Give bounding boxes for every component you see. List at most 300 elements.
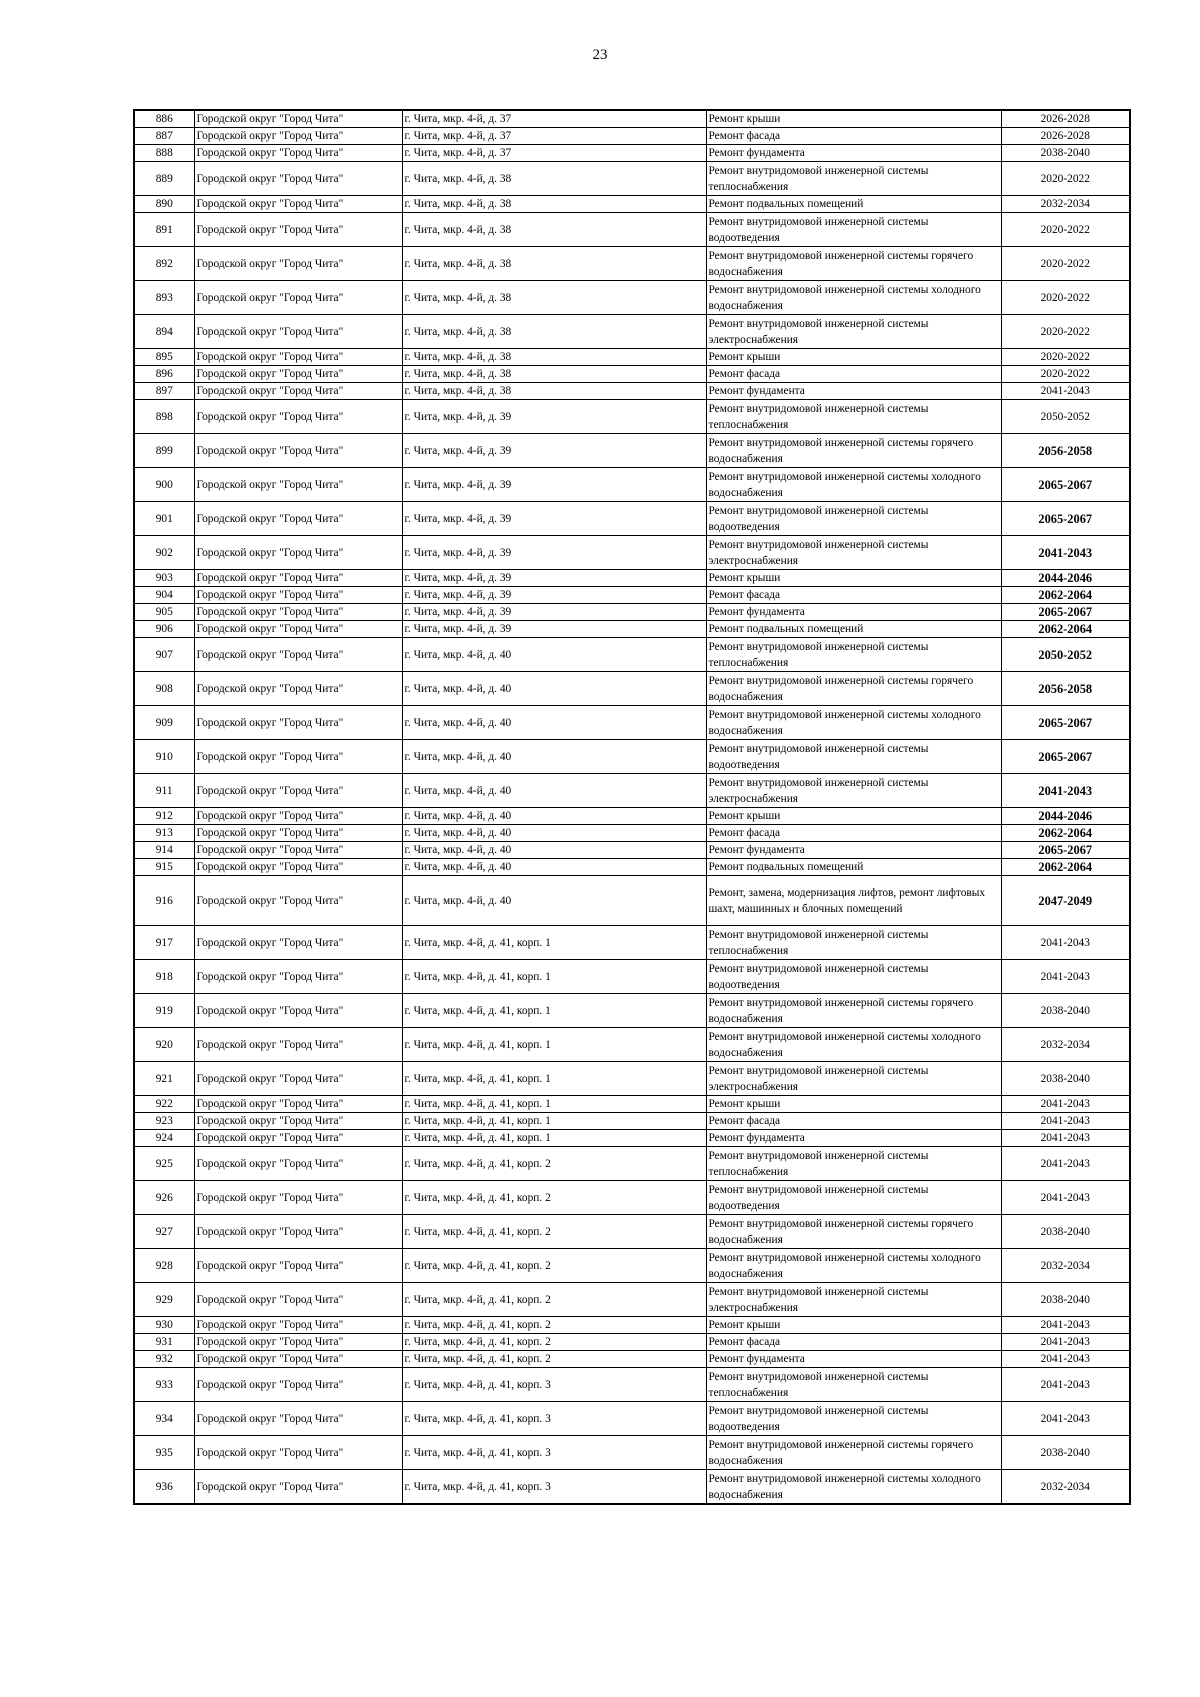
- work-type-cell: Ремонт внутридомовой инженерной системы горячего водоснабжения: [706, 1436, 1001, 1470]
- period-cell: 2041-2043: [1001, 536, 1130, 570]
- work-type-cell: Ремонт внутридомовой инженерной системы горячего водоснабжения: [706, 434, 1001, 468]
- row-number-cell: 921: [134, 1062, 194, 1096]
- work-type-cell: Ремонт внутридомовой инженерной системы водоотведения: [706, 960, 1001, 994]
- work-type-cell: Ремонт фасада: [706, 825, 1001, 842]
- work-type-cell: Ремонт внутридомовой инженерной системы теплоснабжения: [706, 400, 1001, 434]
- table-row: [134, 502, 1130, 536]
- table-row: [134, 1368, 1130, 1402]
- row-number-cell: 893: [134, 281, 194, 315]
- period-cell: 2038-2040: [1001, 994, 1130, 1028]
- row-number-cell: 895: [134, 349, 194, 366]
- municipality-cell: Городской округ "Город Чита": [194, 281, 402, 315]
- address-cell: г. Чита, мкр. 4-й, д. 39: [402, 536, 706, 570]
- row-number-cell: 896: [134, 366, 194, 383]
- address-cell: г. Чита, мкр. 4-й, д. 40: [402, 706, 706, 740]
- work-type-cell: Ремонт внутридомовой инженерной системы холодного водоснабжения: [706, 1470, 1001, 1505]
- work-type-cell: Ремонт внутридомовой инженерной системы водоотведения: [706, 740, 1001, 774]
- row-number-cell: 919: [134, 994, 194, 1028]
- row-number-cell: 926: [134, 1181, 194, 1215]
- work-type-cell: Ремонт внутридомовой инженерной системы теплоснабжения: [706, 162, 1001, 196]
- table-row: [134, 808, 1130, 825]
- municipality-cell: Городской округ "Город Чита": [194, 1130, 402, 1147]
- municipality-cell: Городской округ "Город Чита": [194, 1181, 402, 1215]
- table-row: [134, 570, 1130, 587]
- address-cell: г. Чита, мкр. 4-й, д. 41, корп. 2: [402, 1147, 706, 1181]
- municipality-cell: Городской округ "Город Чита": [194, 1096, 402, 1113]
- period-cell: 2041-2043: [1001, 1181, 1130, 1215]
- municipality-cell: Городской округ "Город Чита": [194, 604, 402, 621]
- period-cell: 2062-2064: [1001, 621, 1130, 638]
- table-row: [134, 1147, 1130, 1181]
- address-cell: г. Чита, мкр. 4-й, д. 41, корп. 3: [402, 1368, 706, 1402]
- address-cell: г. Чита, мкр. 4-й, д. 38: [402, 349, 706, 366]
- work-type-cell: Ремонт внутридомовой инженерной системы теплоснабжения: [706, 1147, 1001, 1181]
- table-row: [134, 434, 1130, 468]
- address-cell: г. Чита, мкр. 4-й, д. 40: [402, 825, 706, 842]
- work-type-cell: Ремонт крыши: [706, 808, 1001, 825]
- address-cell: г. Чита, мкр. 4-й, д. 41, корп. 2: [402, 1283, 706, 1317]
- row-number-cell: 912: [134, 808, 194, 825]
- period-cell: 2032-2034: [1001, 1249, 1130, 1283]
- municipality-cell: Городской округ "Город Чита": [194, 859, 402, 876]
- municipality-cell: Городской округ "Город Чита": [194, 145, 402, 162]
- table-row: [134, 1130, 1130, 1147]
- row-number-cell: 888: [134, 145, 194, 162]
- municipality-cell: Городской округ "Город Чита": [194, 1334, 402, 1351]
- table-row: [134, 740, 1130, 774]
- work-type-cell: Ремонт, замена, модернизация лифтов, ремонт лифтовых шахт, машинных и блочных помещений: [706, 876, 1001, 926]
- municipality-cell: Городской округ "Город Чита": [194, 570, 402, 587]
- table-row: [134, 1249, 1130, 1283]
- period-cell: 2041-2043: [1001, 1317, 1130, 1334]
- period-cell: 2041-2043: [1001, 1368, 1130, 1402]
- work-type-cell: Ремонт внутридомовой инженерной системы холодного водоснабжения: [706, 1028, 1001, 1062]
- address-cell: г. Чита, мкр. 4-й, д. 38: [402, 196, 706, 213]
- period-cell: 2041-2043: [1001, 774, 1130, 808]
- table-row: [134, 366, 1130, 383]
- row-number-cell: 887: [134, 128, 194, 145]
- period-cell: 2065-2067: [1001, 468, 1130, 502]
- municipality-cell: Городской округ "Город Чита": [194, 1436, 402, 1470]
- table-row: [134, 1402, 1130, 1436]
- table-row: [134, 1334, 1130, 1351]
- municipality-cell: Городской округ "Город Чита": [194, 1283, 402, 1317]
- row-number-cell: 904: [134, 587, 194, 604]
- row-number-cell: 917: [134, 926, 194, 960]
- address-cell: г. Чита, мкр. 4-й, д. 41, корп. 3: [402, 1436, 706, 1470]
- work-type-cell: Ремонт внутридомовой инженерной системы горячего водоснабжения: [706, 994, 1001, 1028]
- address-cell: г. Чита, мкр. 4-й, д. 38: [402, 213, 706, 247]
- municipality-cell: Городской округ "Город Чита": [194, 315, 402, 349]
- table-row: [134, 281, 1130, 315]
- address-cell: г. Чита, мкр. 4-й, д. 37: [402, 110, 706, 128]
- municipality-cell: Городской округ "Город Чита": [194, 1062, 402, 1096]
- address-cell: г. Чита, мкр. 4-й, д. 40: [402, 740, 706, 774]
- work-type-cell: Ремонт фундамента: [706, 842, 1001, 859]
- row-number-cell: 911: [134, 774, 194, 808]
- row-number-cell: 909: [134, 706, 194, 740]
- municipality-cell: Городской округ "Город Чита": [194, 400, 402, 434]
- row-number-cell: 905: [134, 604, 194, 621]
- row-number-cell: 908: [134, 672, 194, 706]
- work-type-cell: Ремонт внутридомовой инженерной системы холодного водоснабжения: [706, 281, 1001, 315]
- table-row: [134, 825, 1130, 842]
- municipality-cell: Городской округ "Город Чита": [194, 1351, 402, 1368]
- table-row: [134, 876, 1130, 926]
- table-row: [134, 349, 1130, 366]
- municipality-cell: Городской округ "Город Чита": [194, 994, 402, 1028]
- work-type-cell: Ремонт фасада: [706, 366, 1001, 383]
- table-row: [134, 774, 1130, 808]
- row-number-cell: 915: [134, 859, 194, 876]
- work-type-cell: Ремонт подвальных помещений: [706, 621, 1001, 638]
- work-type-cell: Ремонт крыши: [706, 1096, 1001, 1113]
- municipality-cell: Городской округ "Город Чита": [194, 1147, 402, 1181]
- municipality-cell: Городской округ "Город Чита": [194, 434, 402, 468]
- municipality-cell: Городской округ "Город Чита": [194, 621, 402, 638]
- work-type-cell: Ремонт внутридомовой инженерной системы горячего водоснабжения: [706, 672, 1001, 706]
- row-number-cell: 891: [134, 213, 194, 247]
- table-row: [134, 1028, 1130, 1062]
- period-cell: 2038-2040: [1001, 1062, 1130, 1096]
- row-number-cell: 932: [134, 1351, 194, 1368]
- address-cell: г. Чита, мкр. 4-й, д. 41, корп. 1: [402, 1130, 706, 1147]
- address-cell: г. Чита, мкр. 4-й, д. 38: [402, 315, 706, 349]
- municipality-cell: Городской округ "Город Чита": [194, 110, 402, 128]
- work-type-cell: Ремонт внутридомовой инженерной системы горячего водоснабжения: [706, 247, 1001, 281]
- work-type-cell: Ремонт подвальных помещений: [706, 196, 1001, 213]
- table-row: [134, 1317, 1130, 1334]
- address-cell: г. Чита, мкр. 4-й, д. 38: [402, 162, 706, 196]
- address-cell: г. Чита, мкр. 4-й, д. 38: [402, 366, 706, 383]
- table-row: [134, 587, 1130, 604]
- row-number-cell: 924: [134, 1130, 194, 1147]
- work-type-cell: Ремонт внутридомовой инженерной системы водоотведения: [706, 213, 1001, 247]
- address-cell: г. Чита, мкр. 4-й, д. 41, корп. 2: [402, 1215, 706, 1249]
- period-cell: 2056-2058: [1001, 434, 1130, 468]
- table-row: [134, 1062, 1130, 1096]
- municipality-cell: Городской округ "Город Чита": [194, 808, 402, 825]
- period-cell: 2020-2022: [1001, 349, 1130, 366]
- address-cell: г. Чита, мкр. 4-й, д. 39: [402, 434, 706, 468]
- row-number-cell: 906: [134, 621, 194, 638]
- address-cell: г. Чита, мкр. 4-й, д. 39: [402, 570, 706, 587]
- period-cell: 2062-2064: [1001, 859, 1130, 876]
- work-type-cell: Ремонт фундамента: [706, 383, 1001, 400]
- row-number-cell: 930: [134, 1317, 194, 1334]
- work-type-cell: Ремонт внутридомовой инженерной системы электроснабжения: [706, 774, 1001, 808]
- work-type-cell: Ремонт фундамента: [706, 145, 1001, 162]
- period-cell: 2056-2058: [1001, 672, 1130, 706]
- table-row: [134, 960, 1130, 994]
- address-cell: г. Чита, мкр. 4-й, д. 39: [402, 604, 706, 621]
- row-number-cell: 889: [134, 162, 194, 196]
- municipality-cell: Городской округ "Город Чита": [194, 672, 402, 706]
- period-cell: 2065-2067: [1001, 740, 1130, 774]
- period-cell: 2044-2046: [1001, 808, 1130, 825]
- row-number-cell: 927: [134, 1215, 194, 1249]
- municipality-cell: Городской округ "Город Чита": [194, 1113, 402, 1130]
- address-cell: г. Чита, мкр. 4-й, д. 41, корп. 1: [402, 1096, 706, 1113]
- period-cell: 2041-2043: [1001, 1351, 1130, 1368]
- period-cell: 2038-2040: [1001, 1283, 1130, 1317]
- address-cell: г. Чита, мкр. 4-й, д. 41, корп. 1: [402, 1113, 706, 1130]
- work-type-cell: Ремонт внутридомовой инженерной системы электроснабжения: [706, 536, 1001, 570]
- row-number-cell: 918: [134, 960, 194, 994]
- municipality-cell: Городской округ "Город Чита": [194, 1028, 402, 1062]
- period-cell: 2026-2028: [1001, 128, 1130, 145]
- address-cell: г. Чита, мкр. 4-й, д. 38: [402, 383, 706, 400]
- address-cell: г. Чита, мкр. 4-й, д. 41, корп. 2: [402, 1317, 706, 1334]
- period-cell: 2047-2049: [1001, 876, 1130, 926]
- table-row: [134, 638, 1130, 672]
- period-cell: 2020-2022: [1001, 162, 1130, 196]
- row-number-cell: 936: [134, 1470, 194, 1505]
- municipality-cell: Городской округ "Город Чита": [194, 1402, 402, 1436]
- municipality-cell: Городской округ "Город Чита": [194, 638, 402, 672]
- table-row: [134, 926, 1130, 960]
- work-type-cell: Ремонт внутридомовой инженерной системы холодного водоснабжения: [706, 468, 1001, 502]
- municipality-cell: Городской округ "Город Чита": [194, 247, 402, 281]
- work-type-cell: Ремонт фасада: [706, 1113, 1001, 1130]
- municipality-cell: Городской округ "Город Чита": [194, 960, 402, 994]
- work-type-cell: Ремонт фасада: [706, 1334, 1001, 1351]
- address-cell: г. Чита, мкр. 4-й, д. 40: [402, 672, 706, 706]
- work-type-cell: Ремонт внутридомовой инженерной системы холодного водоснабжения: [706, 1249, 1001, 1283]
- table-row: [134, 196, 1130, 213]
- period-cell: 2020-2022: [1001, 247, 1130, 281]
- table-row: [134, 468, 1130, 502]
- municipality-cell: Городской округ "Город Чита": [194, 196, 402, 213]
- address-cell: г. Чита, мкр. 4-й, д. 41, корп. 1: [402, 960, 706, 994]
- work-type-cell: Ремонт крыши: [706, 1317, 1001, 1334]
- address-cell: г. Чита, мкр. 4-й, д. 41, корп. 1: [402, 1028, 706, 1062]
- work-type-cell: Ремонт крыши: [706, 349, 1001, 366]
- row-number-cell: 929: [134, 1283, 194, 1317]
- address-cell: г. Чита, мкр. 4-й, д. 41, корп. 2: [402, 1181, 706, 1215]
- row-number-cell: 899: [134, 434, 194, 468]
- page-number: 23: [592, 47, 608, 63]
- municipality-cell: Городской округ "Город Чита": [194, 536, 402, 570]
- work-type-cell: Ремонт внутридомовой инженерной системы водоотведения: [706, 1402, 1001, 1436]
- row-number-cell: 900: [134, 468, 194, 502]
- work-type-cell: Ремонт внутридомовой инженерной системы теплоснабжения: [706, 638, 1001, 672]
- row-number-cell: 894: [134, 315, 194, 349]
- row-number-cell: 920: [134, 1028, 194, 1062]
- municipality-cell: Городской округ "Город Чита": [194, 774, 402, 808]
- row-number-cell: 914: [134, 842, 194, 859]
- table-row: [134, 1283, 1130, 1317]
- table-row: [134, 162, 1130, 196]
- municipality-cell: Городской округ "Город Чита": [194, 1215, 402, 1249]
- work-type-cell: Ремонт внутридомовой инженерной системы электроснабжения: [706, 1062, 1001, 1096]
- period-cell: 2041-2043: [1001, 1113, 1130, 1130]
- period-cell: 2065-2067: [1001, 604, 1130, 621]
- work-type-cell: Ремонт крыши: [706, 110, 1001, 128]
- municipality-cell: Городской округ "Город Чита": [194, 587, 402, 604]
- address-cell: г. Чита, мкр. 4-й, д. 40: [402, 638, 706, 672]
- period-cell: 2041-2043: [1001, 926, 1130, 960]
- address-cell: г. Чита, мкр. 4-й, д. 39: [402, 468, 706, 502]
- municipality-cell: Городской округ "Город Чита": [194, 1470, 402, 1505]
- municipality-cell: Городской округ "Город Чита": [194, 213, 402, 247]
- table-row: [134, 1096, 1130, 1113]
- period-cell: 2062-2064: [1001, 587, 1130, 604]
- municipality-cell: Городской округ "Город Чита": [194, 926, 402, 960]
- work-type-cell: Ремонт фундамента: [706, 1130, 1001, 1147]
- row-number-cell: 890: [134, 196, 194, 213]
- table-row: [134, 842, 1130, 859]
- table-row: [134, 247, 1130, 281]
- period-cell: 2041-2043: [1001, 383, 1130, 400]
- table-row: [134, 145, 1130, 162]
- address-cell: г. Чита, мкр. 4-й, д. 38: [402, 247, 706, 281]
- municipality-cell: Городской округ "Город Чита": [194, 349, 402, 366]
- address-cell: г. Чита, мкр. 4-й, д. 39: [402, 502, 706, 536]
- address-cell: г. Чита, мкр. 4-й, д. 37: [402, 128, 706, 145]
- municipality-cell: Городской округ "Город Чита": [194, 706, 402, 740]
- address-cell: г. Чита, мкр. 4-й, д. 41, корп. 3: [402, 1402, 706, 1436]
- period-cell: 2020-2022: [1001, 213, 1130, 247]
- work-type-cell: Ремонт внутридомовой инженерной системы водоотведения: [706, 1181, 1001, 1215]
- table-row: [134, 621, 1130, 638]
- row-number-cell: 910: [134, 740, 194, 774]
- municipality-cell: Городской округ "Город Чита": [194, 366, 402, 383]
- table-row: [134, 1351, 1130, 1368]
- period-cell: 2041-2043: [1001, 1402, 1130, 1436]
- period-cell: 2050-2052: [1001, 400, 1130, 434]
- address-cell: г. Чита, мкр. 4-й, д. 39: [402, 587, 706, 604]
- row-number-cell: 897: [134, 383, 194, 400]
- period-cell: 2020-2022: [1001, 315, 1130, 349]
- work-type-cell: Ремонт внутридомовой инженерной системы холодного водоснабжения: [706, 706, 1001, 740]
- period-cell: 2032-2034: [1001, 1028, 1130, 1062]
- table-row: [134, 1215, 1130, 1249]
- address-cell: г. Чита, мкр. 4-й, д. 41, корп. 1: [402, 1062, 706, 1096]
- table-row: [134, 128, 1130, 145]
- work-type-cell: Ремонт фасада: [706, 128, 1001, 145]
- row-number-cell: 923: [134, 1113, 194, 1130]
- work-type-cell: Ремонт внутридомовой инженерной системы водоотведения: [706, 502, 1001, 536]
- work-type-cell: Ремонт фундамента: [706, 604, 1001, 621]
- work-type-cell: Ремонт внутридомовой инженерной системы теплоснабжения: [706, 926, 1001, 960]
- work-type-cell: Ремонт внутридомовой инженерной системы электроснабжения: [706, 1283, 1001, 1317]
- row-number-cell: 934: [134, 1402, 194, 1436]
- municipality-cell: Городской округ "Город Чита": [194, 1368, 402, 1402]
- row-number-cell: 925: [134, 1147, 194, 1181]
- period-cell: 2065-2067: [1001, 502, 1130, 536]
- period-cell: 2032-2034: [1001, 1470, 1130, 1505]
- table-row: [134, 110, 1130, 128]
- work-type-cell: Ремонт подвальных помещений: [706, 859, 1001, 876]
- municipality-cell: Городской округ "Город Чита": [194, 1317, 402, 1334]
- row-number-cell: 935: [134, 1436, 194, 1470]
- municipality-cell: Городской округ "Город Чита": [194, 468, 402, 502]
- row-number-cell: 901: [134, 502, 194, 536]
- address-cell: г. Чита, мкр. 4-й, д. 41, корп. 2: [402, 1249, 706, 1283]
- row-number-cell: 933: [134, 1368, 194, 1402]
- table-row: [134, 536, 1130, 570]
- table-row: [134, 672, 1130, 706]
- address-cell: г. Чита, мкр. 4-й, д. 41, корп. 3: [402, 1470, 706, 1505]
- row-number-cell: 903: [134, 570, 194, 587]
- municipality-cell: Городской округ "Город Чита": [194, 502, 402, 536]
- row-number-cell: 913: [134, 825, 194, 842]
- municipality-cell: Городской округ "Город Чита": [194, 162, 402, 196]
- table-row: [134, 706, 1130, 740]
- table-row: [134, 604, 1130, 621]
- address-cell: г. Чита, мкр. 4-й, д. 40: [402, 774, 706, 808]
- repair-schedule-table: [133, 109, 1131, 1505]
- row-number-cell: 931: [134, 1334, 194, 1351]
- table-row: [134, 383, 1130, 400]
- period-cell: 2038-2040: [1001, 1215, 1130, 1249]
- table-row: [134, 994, 1130, 1028]
- period-cell: 2062-2064: [1001, 825, 1130, 842]
- municipality-cell: Городской округ "Город Чита": [194, 842, 402, 859]
- address-cell: г. Чита, мкр. 4-й, д. 41, корп. 2: [402, 1334, 706, 1351]
- address-cell: г. Чита, мкр. 4-й, д. 40: [402, 859, 706, 876]
- row-number-cell: 886: [134, 110, 194, 128]
- row-number-cell: 916: [134, 876, 194, 926]
- period-cell: 2041-2043: [1001, 1130, 1130, 1147]
- period-cell: 2020-2022: [1001, 366, 1130, 383]
- address-cell: г. Чита, мкр. 4-й, д. 41, корп. 1: [402, 926, 706, 960]
- address-cell: г. Чита, мкр. 4-й, д. 38: [402, 281, 706, 315]
- row-number-cell: 902: [134, 536, 194, 570]
- row-number-cell: 907: [134, 638, 194, 672]
- period-cell: 2026-2028: [1001, 110, 1130, 128]
- municipality-cell: Городской округ "Город Чита": [194, 876, 402, 926]
- work-type-cell: Ремонт внутридомовой инженерной системы теплоснабжения: [706, 1368, 1001, 1402]
- address-cell: г. Чита, мкр. 4-й, д. 41, корп. 1: [402, 994, 706, 1028]
- municipality-cell: Городской округ "Город Чита": [194, 1249, 402, 1283]
- work-type-cell: Ремонт фасада: [706, 587, 1001, 604]
- table-row: [134, 213, 1130, 247]
- address-cell: г. Чита, мкр. 4-й, д. 41, корп. 2: [402, 1351, 706, 1368]
- work-type-cell: Ремонт внутридомовой инженерной системы горячего водоснабжения: [706, 1215, 1001, 1249]
- table-body: [134, 110, 1130, 1504]
- municipality-cell: Городской округ "Город Чита": [194, 740, 402, 774]
- period-cell: 2044-2046: [1001, 570, 1130, 587]
- row-number-cell: 922: [134, 1096, 194, 1113]
- period-cell: 2038-2040: [1001, 1436, 1130, 1470]
- row-number-cell: 898: [134, 400, 194, 434]
- municipality-cell: Городской округ "Город Чита": [194, 128, 402, 145]
- table-row: [134, 859, 1130, 876]
- municipality-cell: Городской округ "Город Чита": [194, 383, 402, 400]
- table-row: [134, 1436, 1130, 1470]
- period-cell: 2041-2043: [1001, 1147, 1130, 1181]
- address-cell: г. Чита, мкр. 4-й, д. 39: [402, 621, 706, 638]
- address-cell: г. Чита, мкр. 4-й, д. 37: [402, 145, 706, 162]
- period-cell: 2041-2043: [1001, 960, 1130, 994]
- period-cell: 2065-2067: [1001, 842, 1130, 859]
- table-row: [134, 1470, 1130, 1505]
- period-cell: 2032-2034: [1001, 196, 1130, 213]
- period-cell: 2041-2043: [1001, 1334, 1130, 1351]
- table-row: [134, 1181, 1130, 1215]
- table-row: [134, 1113, 1130, 1130]
- work-type-cell: Ремонт внутридомовой инженерной системы электроснабжения: [706, 315, 1001, 349]
- row-number-cell: 928: [134, 1249, 194, 1283]
- table-row: [134, 400, 1130, 434]
- period-cell: 2041-2043: [1001, 1096, 1130, 1113]
- address-cell: г. Чита, мкр. 4-й, д. 39: [402, 400, 706, 434]
- municipality-cell: Городской округ "Город Чита": [194, 825, 402, 842]
- period-cell: 2065-2067: [1001, 706, 1130, 740]
- period-cell: 2038-2040: [1001, 145, 1130, 162]
